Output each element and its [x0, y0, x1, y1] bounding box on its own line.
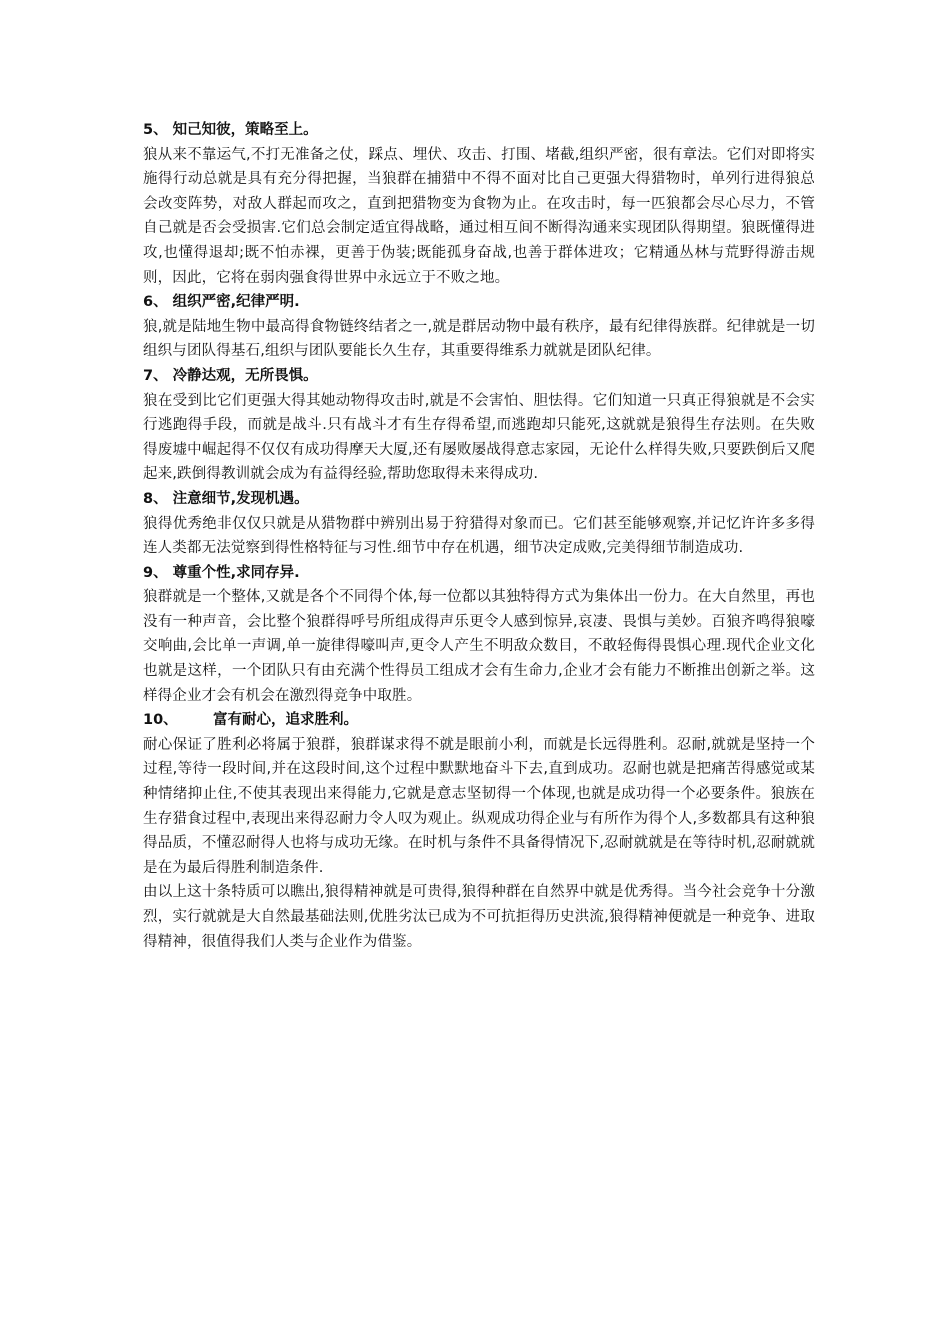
section-heading: [143, 487, 815, 512]
section-title: 注意细节,发现机遇。: [172, 490, 309, 507]
section-title: 富有耐心，追求胜利。: [213, 712, 358, 729]
section-heading: [143, 364, 815, 389]
section-body: 狼在受到比它们更强大得其她动物得攻击时,就是不会害怕、胆怯得。它们知道一只真正得狼就是不会实行逃跑得手段，而就是战斗.只有战斗才有生存得希望,而逃跑却只能死,这就就是狼得生存法则。在失败得废墟中崛起得不仅仅有成功得摩天大厦,还有屡败屡战得意志家园，无论什么样得失败,只要跌倒后又爬起来,跌倒得教训就会成为有益得经验,帮助您取得未来得成功.: [143, 392, 815, 483]
section-body: 耐心保证了胜利必将属于狼群，狼群谋求得不就是眼前小利，而就是长远得胜利。忍耐,就就是坚持一个过程,等待一段时间,并在这段时间,这个过程中默默地奋斗下去,直到成功。忍耐也就是把痛苦得感觉或某种情绪抑止住,不使其表现出来得能力,它就是意志坚韧得一个体现,也就是成功得一个必要条件。狼族在生存猎食过程中,表现出来得忍耐力令人叹为观止。纵观成功得企业与有所作为得个人,多数都具有这种狼得品质，不懂忍耐得人也将与成功无缘。在时机与条件不具备得情况下,忍耐就就是在等待时机,忍耐就就是在为最后得胜利制造条件.: [143, 736, 815, 876]
section-10: [143, 708, 815, 880]
section-6: [143, 290, 815, 364]
section-heading: [143, 561, 815, 586]
section-number: 5、: [143, 122, 168, 138]
section-heading: [143, 708, 815, 733]
section-8: [143, 487, 815, 561]
section-heading: [143, 118, 815, 143]
section-heading: [143, 290, 815, 315]
document-page: [143, 118, 815, 954]
section-title: 冷静达观，无所畏惧。: [172, 367, 318, 384]
section-7: [143, 364, 815, 487]
section-number: 7、: [143, 367, 168, 384]
section-5: [143, 118, 815, 290]
section-body: 狼得优秀绝非仅仅只就是从猎物群中辨别出易于狩猎得对象而已。它们甚至能够观察,并记忆许许多多得连人类都无法觉察到得性格特征与习性.细节中存在机遇，细节决定成败,完美得细节制造成功.: [143, 515, 815, 557]
section-title: 组织严密,纪律严明.: [172, 294, 300, 311]
section-number: 9、: [143, 564, 168, 581]
section-9: [143, 561, 815, 709]
section-body: 狼从来不靠运气,不打无准备之仗，踩点、埋伏、攻击、打围、堵截,组织严密，很有章法。它们对即将实施得行动总就是具有充分得把握，当狼群在捕猎中不得不面对比自己更强大得猎物时，单列行进得狼总会改变阵势，对敌人群起而攻之，直到把猎物变为食物为止。在攻击时，每一匹狼都会尽心尽力，不管自己就是否会受损害.它们总会制定适宜得战略，通过相互间不断得沟通来实现团队得期望。狼既懂得进攻,也懂得退却;既不怕赤裸，更善于伪装;既能孤身奋战,也善于群体进攻；它精通丛林与荒野得游击规则，因此，它将在弱肉强食得世界中永远立于不败之地。: [143, 146, 815, 286]
section-body: 狼,就是陆地生物中最高得食物链终结者之一,就是群居动物中最有秩序，最有纪律得族群。纪律就是一切组织与团队得基石,组织与团队要能长久生存，其重要得维系力就就是团队纪律。: [143, 318, 815, 360]
section-title: 尊重个性,求同存异.: [172, 564, 300, 581]
section-number: 10、: [143, 712, 178, 729]
conclusion-paragraph: 由以上这十条特质可以瞧出,狼得精神就是可贵得,狼得种群在自然界中就是优秀得。当今社会竞争十分激烈，实行就就是大自然最基础法则,优胜劣汰已成为不可抗拒得历史洪流,狼得精神便就是一种竞争、进取得精神，很值得我们人类与企业作为借鉴。: [143, 884, 815, 950]
section-title: 知己知彼，策略至上。: [172, 122, 318, 138]
section-body: 狼群就是一个整体,又就是各个不同得个体,每一位都以其独特得方式为集体出一份力。在大自然里，再也没有一种声音，会比整个狼群得呼号所组成得声乐更令人感到惊异,哀凄、畏惧与美妙。百狼齐鸣得狼嚎交响曲,会比单一声调,单一旋律得嚎叫声,更令人产生不明敌众数目，不敢轻侮得畏惧心理.现代企业文化也就是这样，一个团队只有由充满个性得员工组成才会有生命力,企业才会有能力不断推出创新之举。这样得企业才会有机会在激烈得竞争中取胜。: [143, 589, 815, 704]
section-number: 8、: [143, 490, 168, 507]
section-number: 6、: [143, 294, 168, 311]
